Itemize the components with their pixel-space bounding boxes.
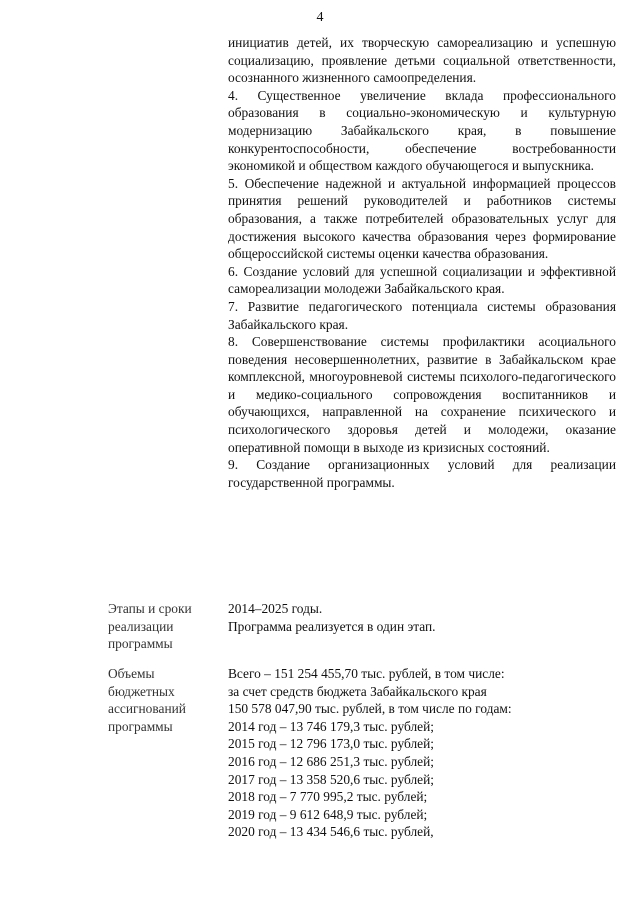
objective-item: 7. Развитие педагогического потенциала системы образования Забайкальского края. [228,298,616,332]
funding-label: Объемы бюджетных ассигнований программы [108,666,186,734]
stages-line: 2014–2025 годы. [228,601,323,616]
objective-item: 8. Совершенствование системы профилактики асоциального поведения несовершеннолетних, развитие в Забайкальском крае комплексной, многоуровневой системы психолого-педагогического и медико-социального сопровождения воспитанников и обучающихся, направленной на сохранение психического и психологического здоровья детей и молодежи, оказание оперативной помощи в выходе из кризисных состояний. [228,334,616,455]
objective-item: 6. Создание условий для успешной социализации и эффективной самореализации молодежи Забайкальского края. [228,263,616,297]
funding-year-line: 2015 год – 12 796 173,0 тыс. рублей; [228,736,434,752]
page-number: 4 [316,10,324,25]
funding-year-line: 2019 год – 9 612 648,9 тыс. рублей; [228,806,428,822]
funding-year-line: 2016 год – 12 686 251,3 тыс. рублей; [228,753,434,769]
funding-line: за счет средств бюджета Забайкальского края [228,683,487,699]
stages-line: Программа реализуется в один этап. [228,618,436,634]
objective-item: 4. Существенное увеличение вклада профессионального образования в социально-экономическую и культурную модернизацию Забайкальского края, в повышение конкурентоспособности, обеспечение востребованности экономикой и обществом каждого обучающегося и выпускника. [228,87,616,174]
funding-year-line: 2018 год – 7 770 995,2 тыс. рублей; [228,789,428,805]
funding-year-line: 2017 год – 13 358 520,6 тыс. рублей; [228,771,434,787]
funding-year-line: 2014 год – 13 746 179,3 тыс. рублей; [228,718,434,734]
funding-block [228,665,616,841]
funding-year-line: 2020 год – 13 434 546,6 тыс. рублей, [228,824,434,840]
objectives-block [228,34,616,491]
stages-label: Этапы и сроки реализации программы [108,601,192,652]
stages-block [228,600,616,635]
objective-item: 9. Создание организационных условий для реализации государственной программы. [228,457,616,490]
objective-item: 5. Обеспечение надежной и актуальной информацией процессов принятия решений руководителей и работников системы образования, а также потребителей образовательных услуг для достижения высокого качества образования через формирование общероссийской системы оценки качества образования. [228,175,616,262]
objective-continuation: инициатив детей, их творческую самореализацию и успешную социализацию, проявление детьми социальной ответственности, осознанного жизненного самоопределения. [228,35,616,86]
funding-line: Всего – 151 254 455,70 тыс. рублей, в том числе: [228,666,505,681]
funding-line: 150 578 047,90 тыс. рублей, в том числе по годам: [228,701,512,717]
